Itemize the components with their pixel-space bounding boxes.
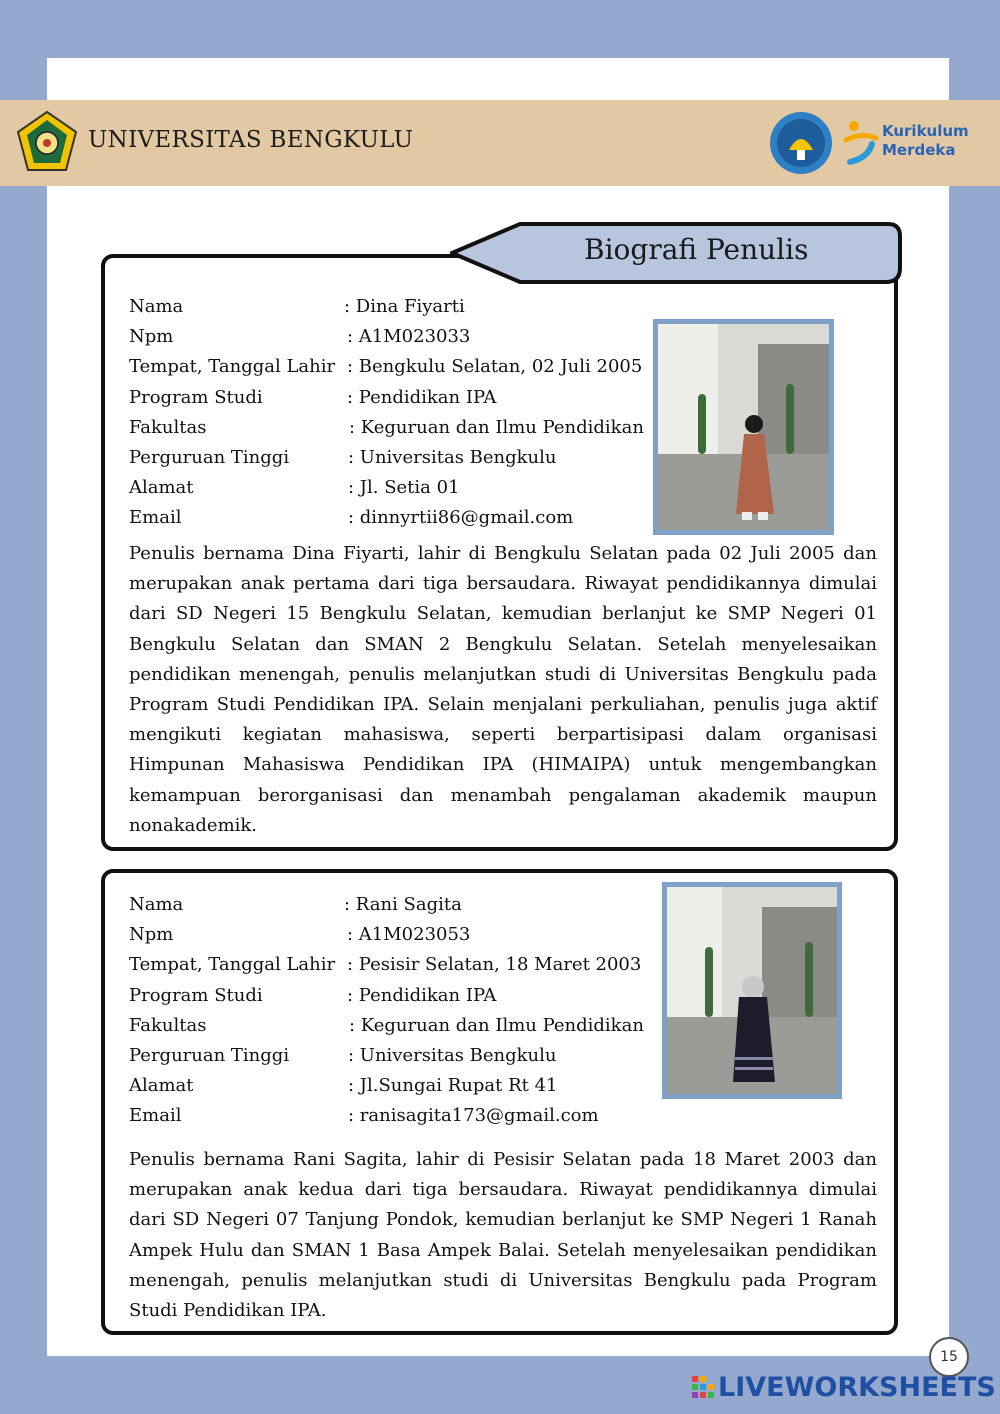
value-pt: : Universitas Bengkulu — [348, 446, 557, 468]
label-fakultas: Fakultas — [129, 416, 207, 438]
author-1-photo-image — [658, 324, 829, 530]
label-ttl: Tempat, Tanggal Lahir — [129, 356, 336, 378]
label-prodi: Program Studi — [129, 386, 263, 408]
info-row-npm — [129, 920, 659, 950]
kurikulum-merdeka-logo-icon — [842, 118, 882, 168]
value-prodi: : Pendidikan IPA — [347, 984, 497, 1006]
label-pt: Perguruan Tinggi — [129, 446, 290, 468]
label-pt: Perguruan Tinggi — [129, 1044, 290, 1066]
label-ttl: Tempat, Tanggal Lahir — [129, 954, 336, 976]
liveworksheets-text: LIVEWORKSHEETS — [718, 1372, 996, 1403]
value-alamat: : Jl.Sungai Rupat Rt 41 — [348, 1075, 558, 1097]
kurikulum-merdeka-text — [882, 122, 969, 160]
label-nama: Nama — [129, 296, 184, 317]
value-ttl: : Bengkulu Selatan, 02 Juli 2005 — [347, 356, 643, 378]
header-band — [0, 100, 1000, 186]
label-alamat: Alamat — [129, 1075, 194, 1097]
label-nama: Nama — [129, 894, 184, 915]
info-row-nama — [129, 890, 659, 920]
info-row-email — [129, 1101, 659, 1131]
author-2-info — [129, 890, 659, 1132]
info-row-fakultas — [129, 1011, 659, 1041]
author-2-photo-image — [667, 887, 837, 1094]
info-row-alamat — [129, 1071, 659, 1101]
label-npm: Npm — [129, 924, 174, 946]
value-fakultas: : Keguruan dan Ilmu Pendidikan — [349, 416, 644, 438]
info-row-nama — [129, 292, 659, 322]
value-prodi: : Pendidikan IPA — [347, 386, 497, 408]
info-row-ttl — [129, 950, 659, 980]
info-row-alamat — [129, 473, 659, 503]
kurikulum-line: Kurikulum — [882, 122, 969, 140]
value-pt: : Universitas Bengkulu — [348, 1044, 557, 1066]
value-email: : ranisagita173@gmail.com — [348, 1105, 599, 1127]
info-row-pt — [129, 1041, 659, 1071]
university-name: UNIVERSITAS BENGKULU — [88, 127, 414, 153]
info-row-fakultas — [129, 413, 659, 443]
info-row-ttl — [129, 352, 659, 382]
label-email: Email — [129, 507, 182, 529]
label-prodi: Program Studi — [129, 984, 263, 1006]
section-title: Biografi Penulis — [584, 233, 809, 266]
author-2-bio: Penulis bernama Rani Sagita, lahir di Pesisir Selatan pada 18 Maret 2003 dan merupakan anak kedua dari tiga bersaudara. Riwayat pendidikannya dimulai dari SD Negeri 07 Tanjung Pondok, kemudian berlanjut ke SMP Negeri 1 Ranah Ampek Hulu dan SMAN 1 Basa Ampek Balai. Setelah menyelesaikan pendidikan menengah, penulis melanjutkan studi di Universitas Bengkulu pada Program Studi Pendidikan IPA. — [129, 1149, 877, 1322]
value-npm: : A1M023053 — [347, 924, 471, 946]
info-row-prodi — [129, 383, 659, 413]
page-number: 15 — [929, 1337, 969, 1377]
label-fakultas: Fakultas — [129, 1014, 207, 1036]
liveworksheets-cubes-icon — [692, 1376, 714, 1404]
value-npm: : A1M023033 — [347, 326, 471, 348]
kemdikbud-logo-icon — [768, 110, 834, 176]
info-row-prodi — [129, 981, 659, 1011]
value-fakultas: : Keguruan dan Ilmu Pendidikan — [349, 1014, 644, 1036]
info-row-pt — [129, 443, 659, 473]
liveworksheets-watermark — [692, 1372, 996, 1408]
label-npm: Npm — [129, 326, 174, 348]
value-nama: : Rani Sagita — [344, 894, 462, 915]
value-email: : dinnyrtii86@gmail.com — [348, 507, 574, 529]
university-seal-icon — [14, 110, 80, 176]
info-row-npm — [129, 322, 659, 352]
value-alamat: : Jl. Setia 01 — [348, 477, 460, 499]
author-1-photo — [653, 319, 834, 535]
author-1-bio: Penulis bernama Dina Fiyarti, lahir di Bengkulu Selatan pada 02 Juli 2005 dan merupakan anak pertama dari tiga bersaudara. Riwayat pendidikannya dimulai dari SD Negeri 15 Bengkulu Selatan, kemudian berlanjut ke SMP Negeri 01 Bengkulu Selatan dan SMAN 2 Bengkulu Selatan. Setelah menyelesaikan pendidikan menengah, penulis melanjutkan studi di Universitas Bengkulu pada Program Studi Pendidikan IPA. Selain menjalani perkuliahan, penulis juga aktif mengikuti kegiatan mahasiswa, seperti berpartisipasi dalam organisasi Himpunan Mahasiswa Pendidikan IPA (HIMAIPA) untuk mengembangkan kemampuan berorganisasi dan menambah pengalaman akademik maupun nonakademik. — [129, 543, 877, 836]
value-ttl: : Pesisir Selatan, 18 Maret 2003 — [347, 954, 642, 976]
author-2-photo — [662, 882, 842, 1099]
value-nama: : Dina Fiyarti — [344, 296, 465, 317]
author-1-info — [129, 292, 659, 534]
merdeka-line: Merdeka — [882, 141, 956, 159]
info-row-email — [129, 503, 659, 533]
label-email: Email — [129, 1105, 182, 1127]
label-alamat: Alamat — [129, 477, 194, 499]
